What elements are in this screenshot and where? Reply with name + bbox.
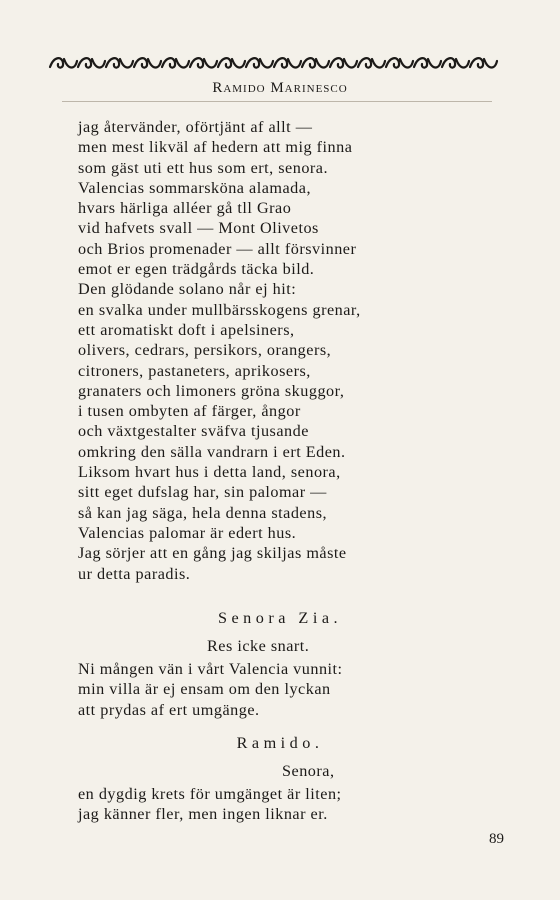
- verse-line: en dygdig krets för umgänget är liten;: [78, 785, 342, 803]
- running-head: Ramido Marinesco: [212, 80, 348, 96]
- verse-line: Valencias palomar är edert hus.: [78, 523, 297, 542]
- verse-line: sitt eget dufslag har, sin palomar —: [78, 483, 327, 502]
- verse-line: min villa är ej ensam om den lyckan: [78, 680, 331, 699]
- verse-line: Liksom hvart hus i detta land, senora,: [78, 463, 341, 482]
- verse-line: olivers, cedrars, persikors, orangers,: [78, 341, 332, 360]
- ornament-swirl: [106, 58, 133, 67]
- ornament-swirl: [414, 58, 441, 67]
- ornament-swirl: [50, 58, 77, 67]
- verse-line: vid hafvets svall — Mont Olivetos: [78, 219, 319, 238]
- speech-first-line: Res icke snart.: [207, 637, 310, 655]
- verse-line: så kan jag säga, hela denna stadens,: [78, 503, 328, 522]
- verse-stanza: [78, 117, 518, 584]
- ornament-swirl: [274, 58, 301, 67]
- page-number: 89: [489, 831, 504, 847]
- ornament-swirl: [386, 58, 413, 67]
- verse-line: och växtgestalter sväfva tjusande: [78, 422, 309, 441]
- verse-line: Ni mången vän i vårt Valencia vunnit:: [78, 660, 343, 678]
- ornament-swirl: [442, 58, 469, 67]
- ornament-swirl: [78, 58, 105, 67]
- verse-line: att prydas af ert umgänge.: [78, 700, 260, 719]
- verse-line: jag känner fler, men ingen liknar er.: [78, 805, 328, 824]
- verse-line: emot er egen trädgårds täcka bild.: [78, 260, 315, 279]
- ornament-swirl: [134, 58, 161, 67]
- ornament-swirl: [190, 58, 217, 67]
- speaker-name: Ramido.: [236, 734, 324, 752]
- header-rule: [62, 101, 492, 102]
- verse-line: som gäst uti ett hus som ert, senora.: [78, 158, 329, 177]
- verse-line: citroners, pastaneters, aprikosers,: [78, 361, 311, 380]
- verse-line: jag återvänder, oförtjänt af allt —: [78, 118, 313, 136]
- speech-verse: [78, 784, 518, 825]
- verse-line: men mest likväl af hedern att mig finna: [78, 138, 353, 157]
- ornament-swirl: [470, 58, 497, 67]
- ornament-swirl: [246, 58, 273, 67]
- ornament-swirl: [302, 58, 329, 67]
- verse-line: och Brios promenader — allt försvinner: [78, 239, 357, 258]
- scroll-ornament-icon: [48, 52, 500, 74]
- verse-line: granaters och limoners gröna skuggor,: [78, 381, 345, 400]
- verse-line: Den glödande solano når ej hit:: [78, 280, 297, 299]
- speech-first-line: Senora,: [282, 762, 335, 780]
- verse-line: hvars härliga alléer gå tll Grao: [78, 199, 292, 218]
- ornament-swirl: [330, 58, 357, 67]
- ornament-swirl: [162, 58, 189, 67]
- verse-line: ur detta paradis.: [78, 564, 191, 583]
- ornament-swirl: [358, 58, 385, 67]
- ornament-swirl: [218, 58, 245, 67]
- verse-line: omkring den sälla vandrarn i ert Eden.: [78, 442, 346, 461]
- speaker-name: Senora Zia.: [217, 609, 343, 627]
- verse-line: Valencias sommarsköna alamada,: [78, 178, 312, 197]
- verse-line: i tusen ombyten af färger, ångor: [78, 402, 301, 421]
- speech-verse: [78, 659, 518, 720]
- verse-line: en svalka under mullbärsskogens grenar,: [78, 300, 361, 319]
- verse-line: Jag sörjer att en gång jag skiljas måste: [78, 544, 347, 563]
- verse-line: ett aromatiskt doft i apelsiners,: [78, 320, 295, 339]
